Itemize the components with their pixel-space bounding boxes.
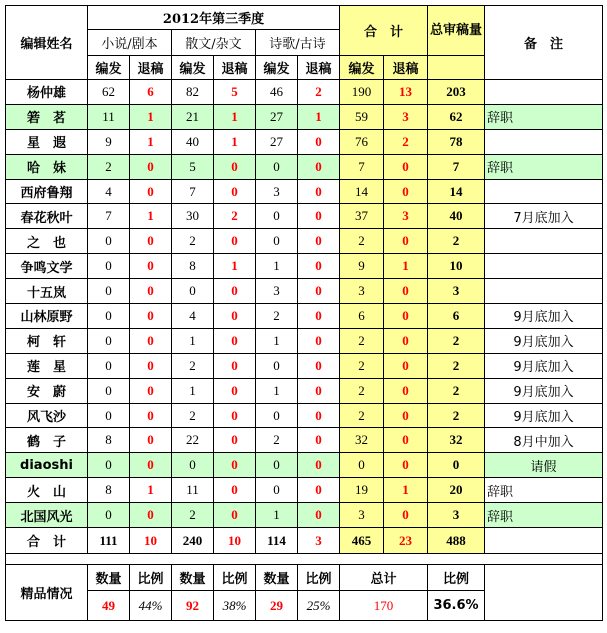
- total-cell: 10: [130, 528, 172, 554]
- sub-reject-header: 退稿: [384, 56, 428, 80]
- stat-cell: 0: [214, 304, 256, 329]
- stat-cell: 3: [256, 279, 298, 304]
- stat-cell: 0: [384, 179, 428, 204]
- stat-cell: 0: [384, 378, 428, 403]
- stat-cell: 2: [172, 503, 214, 528]
- stat-cell: 0: [256, 453, 298, 478]
- stat-cell: 1: [130, 104, 172, 129]
- stat-cell: 0: [256, 403, 298, 428]
- stat-cell: 5: [172, 154, 214, 179]
- editor-name: 之 也: [6, 229, 88, 254]
- stat-cell: 22: [172, 428, 214, 453]
- stat-cell: 0: [214, 503, 256, 528]
- table-row: [6, 328, 603, 353]
- stat-cell: 0: [172, 279, 214, 304]
- total-cell: 465: [340, 528, 384, 554]
- premium-sum-label: 总计: [340, 565, 428, 591]
- premium-ratio-total-label: 比例: [428, 565, 485, 591]
- stat-cell: 0: [298, 428, 340, 453]
- note-cell: 辞职: [485, 478, 603, 503]
- table-row: [6, 104, 603, 129]
- stat-cell: 0: [384, 403, 428, 428]
- sub-edit-header: 编发: [88, 56, 130, 80]
- stat-cell: 0: [298, 279, 340, 304]
- note-cell: [485, 179, 603, 204]
- stat-cell: 6: [340, 304, 384, 329]
- stat-cell: 0: [298, 229, 340, 254]
- stat-cell: 0: [214, 353, 256, 378]
- note-cell: [485, 229, 603, 254]
- stat-cell: 1: [130, 478, 172, 503]
- premium-count: 49: [88, 591, 130, 621]
- stat-cell: 203: [428, 80, 485, 105]
- editor-stats-table: [5, 5, 603, 621]
- stat-cell: 0: [340, 453, 384, 478]
- gap-cell: [6, 554, 603, 565]
- stat-cell: 1: [214, 129, 256, 154]
- stat-cell: 10: [428, 254, 485, 279]
- stat-cell: 0: [384, 453, 428, 478]
- stat-cell: 0: [130, 154, 172, 179]
- premium-ratio-label: 比例: [298, 565, 340, 591]
- table-row: [6, 154, 603, 179]
- stat-cell: 32: [340, 428, 384, 453]
- stat-cell: 19: [340, 478, 384, 503]
- stat-cell: 2: [172, 229, 214, 254]
- stat-cell: 2: [428, 229, 485, 254]
- stat-cell: 0: [428, 453, 485, 478]
- stat-cell: 0: [88, 503, 130, 528]
- premium-label: 精品情况: [6, 565, 88, 621]
- empty-cell: [428, 56, 485, 80]
- gap-row: [6, 554, 603, 565]
- stat-cell: 0: [298, 503, 340, 528]
- editor-name: 风飞沙: [6, 403, 88, 428]
- stat-cell: 0: [88, 378, 130, 403]
- table-row: [6, 129, 603, 154]
- note-cell: [485, 254, 603, 279]
- stat-cell: 0: [384, 328, 428, 353]
- table-row: [6, 229, 603, 254]
- stat-cell: 0: [256, 204, 298, 229]
- stat-cell: 0: [214, 279, 256, 304]
- sub-edit-header: 编发: [256, 56, 298, 80]
- stat-cell: 1: [214, 254, 256, 279]
- note-cell: 9月底加入: [485, 304, 603, 329]
- stat-cell: 13: [384, 80, 428, 105]
- stat-cell: 27: [256, 129, 298, 154]
- stat-cell: 37: [340, 204, 384, 229]
- stat-cell: 1: [172, 378, 214, 403]
- sub-reject-header: 退稿: [214, 56, 256, 80]
- stat-cell: 7: [172, 179, 214, 204]
- stat-cell: 11: [172, 478, 214, 503]
- stat-cell: 5: [214, 80, 256, 105]
- stat-cell: 3: [256, 179, 298, 204]
- total-review-header: 总审稿量: [428, 6, 485, 56]
- editor-name: 柯 轩: [6, 328, 88, 353]
- total-header: 合 计: [340, 6, 428, 56]
- premium-count: 92: [172, 591, 214, 621]
- stat-cell: 32: [428, 428, 485, 453]
- stat-cell: 76: [340, 129, 384, 154]
- table-row: [6, 254, 603, 279]
- stat-cell: 7: [88, 204, 130, 229]
- sub-reject-header: 退稿: [298, 56, 340, 80]
- stat-cell: 3: [428, 503, 485, 528]
- stat-cell: 0: [298, 328, 340, 353]
- premium-count-label: 数量: [256, 565, 298, 591]
- editor-name: 春花秋叶: [6, 204, 88, 229]
- stat-cell: 1: [384, 254, 428, 279]
- stat-cell: 0: [214, 229, 256, 254]
- stat-cell: 62: [428, 104, 485, 129]
- stat-cell: 0: [256, 478, 298, 503]
- note-cell: 9月底加入: [485, 328, 603, 353]
- stat-cell: 0: [298, 304, 340, 329]
- table-row: [6, 453, 603, 478]
- stat-cell: 0: [214, 403, 256, 428]
- editor-name: 安 蔚: [6, 378, 88, 403]
- empty-cell: [485, 565, 603, 621]
- stat-cell: 0: [298, 378, 340, 403]
- editor-name: 西府鲁翔: [6, 179, 88, 204]
- note-cell: 辞职: [485, 154, 603, 179]
- stat-cell: 1: [130, 129, 172, 154]
- premium-count: 29: [256, 591, 298, 621]
- spreadsheet: [5, 5, 602, 628]
- stat-cell: 0: [88, 304, 130, 329]
- stat-cell: 0: [130, 179, 172, 204]
- total-cell: 23: [384, 528, 428, 554]
- stat-cell: 9: [88, 129, 130, 154]
- stat-cell: 0: [298, 179, 340, 204]
- note-cell: 8月中加入: [485, 428, 603, 453]
- stat-cell: 0: [298, 453, 340, 478]
- premium-ratio-label: 比例: [214, 565, 256, 591]
- stat-cell: 0: [88, 279, 130, 304]
- stat-cell: 0: [256, 154, 298, 179]
- category-poetry: 诗歌/古诗: [256, 30, 340, 56]
- editor-name: diaoshi: [6, 453, 88, 478]
- editor-name: 杨仲雄: [6, 80, 88, 105]
- note-cell: 9月底加入: [485, 353, 603, 378]
- stat-cell: 2: [428, 353, 485, 378]
- stat-cell: 0: [384, 229, 428, 254]
- premium-ratio: 44%: [130, 591, 172, 621]
- sub-reject-header: 退稿: [130, 56, 172, 80]
- stat-cell: 2: [340, 328, 384, 353]
- stat-cell: 2: [214, 204, 256, 229]
- stat-cell: 0: [130, 453, 172, 478]
- premium-ratio: 25%: [298, 591, 340, 621]
- stat-cell: 0: [130, 403, 172, 428]
- editor-name-header: 编辑姓名: [6, 6, 88, 80]
- stat-cell: 0: [298, 353, 340, 378]
- editor-name: 莲 星: [6, 353, 88, 378]
- stat-cell: 0: [88, 453, 130, 478]
- stat-cell: 21: [172, 104, 214, 129]
- empty-cell: [485, 528, 603, 554]
- stat-cell: 0: [130, 328, 172, 353]
- stat-cell: 7: [428, 154, 485, 179]
- table-row: [6, 204, 603, 229]
- note-cell: 9月底加入: [485, 378, 603, 403]
- stat-cell: 6: [130, 80, 172, 105]
- stat-cell: 0: [214, 154, 256, 179]
- stat-cell: 2: [384, 129, 428, 154]
- stat-cell: 1: [256, 378, 298, 403]
- total-cell: 111: [88, 528, 130, 554]
- stat-cell: 40: [428, 204, 485, 229]
- premium-total: 170: [340, 591, 428, 621]
- stat-cell: 2: [340, 353, 384, 378]
- stat-cell: 0: [88, 353, 130, 378]
- stat-cell: 2: [298, 80, 340, 105]
- stat-cell: 0: [384, 503, 428, 528]
- stat-cell: 0: [256, 229, 298, 254]
- stat-cell: 6: [428, 304, 485, 329]
- table-row: [6, 304, 603, 329]
- stat-cell: 0: [298, 403, 340, 428]
- note-cell: 请假: [485, 453, 603, 478]
- totals-label: 合 计: [6, 528, 88, 554]
- stat-cell: 2: [256, 428, 298, 453]
- stat-cell: 0: [384, 353, 428, 378]
- stat-cell: 0: [298, 478, 340, 503]
- table-row: [6, 478, 603, 503]
- stat-cell: 0: [214, 428, 256, 453]
- stat-cell: 62: [88, 80, 130, 105]
- stat-cell: 0: [130, 279, 172, 304]
- editor-name: 哈 妹: [6, 154, 88, 179]
- total-cell: 10: [214, 528, 256, 554]
- note-cell: [485, 279, 603, 304]
- premium-ratio: 38%: [214, 591, 256, 621]
- table-row: [6, 179, 603, 204]
- stat-cell: 0: [384, 279, 428, 304]
- sub-edit-header: 编发: [172, 56, 214, 80]
- stat-cell: 1: [172, 328, 214, 353]
- premium-count-label: 数量: [172, 565, 214, 591]
- total-cell: 3: [298, 528, 340, 554]
- stat-cell: 2: [428, 403, 485, 428]
- stat-cell: 9: [340, 254, 384, 279]
- stat-cell: 0: [384, 154, 428, 179]
- stat-cell: 2: [256, 304, 298, 329]
- note-cell: 辞职: [485, 104, 603, 129]
- stat-cell: 2: [340, 403, 384, 428]
- stat-cell: 2: [428, 328, 485, 353]
- stat-cell: 1: [256, 503, 298, 528]
- stat-cell: 0: [88, 328, 130, 353]
- premium-ratio-label: 比例: [130, 565, 172, 591]
- premium-label-row: [6, 565, 603, 591]
- stat-cell: 8: [172, 254, 214, 279]
- total-cell: 240: [172, 528, 214, 554]
- stat-cell: 2: [340, 229, 384, 254]
- stat-cell: 82: [172, 80, 214, 105]
- stat-cell: 0: [256, 353, 298, 378]
- stat-cell: 7: [340, 154, 384, 179]
- total-cell: 488: [428, 528, 485, 554]
- editor-name: 北国风光: [6, 503, 88, 528]
- premium-total-ratio: 36.6%: [428, 591, 485, 621]
- stat-cell: 1: [214, 104, 256, 129]
- stat-cell: 0: [130, 353, 172, 378]
- stat-cell: 8: [88, 428, 130, 453]
- editor-name: 火 山: [6, 478, 88, 503]
- stat-cell: 1: [256, 328, 298, 353]
- note-cell: 7月底加入: [485, 204, 603, 229]
- stat-cell: 3: [340, 279, 384, 304]
- stat-cell: 2: [172, 353, 214, 378]
- stat-cell: 3: [384, 204, 428, 229]
- stat-cell: 0: [214, 328, 256, 353]
- stat-cell: 46: [256, 80, 298, 105]
- category-fiction: 小说/剧本: [88, 30, 172, 56]
- editor-name: 争鸣文学: [6, 254, 88, 279]
- stat-cell: 3: [340, 503, 384, 528]
- stat-cell: 14: [340, 179, 384, 204]
- stat-cell: 30: [172, 204, 214, 229]
- stat-cell: 0: [384, 304, 428, 329]
- stat-cell: 2: [340, 378, 384, 403]
- stat-cell: 3: [428, 279, 485, 304]
- stat-cell: 27: [256, 104, 298, 129]
- stat-cell: 14: [428, 179, 485, 204]
- stat-cell: 59: [340, 104, 384, 129]
- table-row: [6, 378, 603, 403]
- stat-cell: 8: [88, 478, 130, 503]
- stat-cell: 78: [428, 129, 485, 154]
- stat-cell: 1: [384, 478, 428, 503]
- notes-header: 备 注: [485, 6, 603, 80]
- category-essay: 散文/杂文: [172, 30, 256, 56]
- stat-cell: 190: [340, 80, 384, 105]
- table-row: [6, 353, 603, 378]
- stat-cell: 3: [384, 104, 428, 129]
- stat-cell: 0: [214, 179, 256, 204]
- table-row: [6, 428, 603, 453]
- stat-cell: 0: [298, 154, 340, 179]
- stat-cell: 0: [130, 304, 172, 329]
- stat-cell: 4: [172, 304, 214, 329]
- stat-cell: 1: [130, 204, 172, 229]
- stat-cell: 0: [214, 378, 256, 403]
- stat-cell: 0: [384, 428, 428, 453]
- stat-cell: 2: [172, 403, 214, 428]
- editor-name: 箬 茗: [6, 104, 88, 129]
- editor-name: 十五岚: [6, 279, 88, 304]
- stat-cell: 0: [130, 428, 172, 453]
- stat-cell: 0: [88, 254, 130, 279]
- table-row: [6, 503, 603, 528]
- note-cell: 辞职: [485, 503, 603, 528]
- premium-count-label: 数量: [88, 565, 130, 591]
- stat-cell: 0: [298, 204, 340, 229]
- stat-cell: 0: [88, 403, 130, 428]
- stat-cell: 2: [428, 378, 485, 403]
- stat-cell: 11: [88, 104, 130, 129]
- table-row: [6, 403, 603, 428]
- note-cell: 9月底加入: [485, 403, 603, 428]
- stat-cell: 0: [130, 229, 172, 254]
- stat-cell: 0: [130, 503, 172, 528]
- stat-cell: 0: [130, 378, 172, 403]
- note-cell: [485, 80, 603, 105]
- stat-cell: 0: [214, 478, 256, 503]
- stat-cell: 0: [88, 229, 130, 254]
- stat-cell: 20: [428, 478, 485, 503]
- table-row: [6, 80, 603, 105]
- totals-row: [6, 528, 603, 554]
- stat-cell: 40: [172, 129, 214, 154]
- stat-cell: 1: [256, 254, 298, 279]
- stat-cell: 0: [130, 254, 172, 279]
- stat-cell: 0: [298, 129, 340, 154]
- editor-name: 鹤 子: [6, 428, 88, 453]
- stat-cell: 0: [214, 453, 256, 478]
- note-cell: [485, 129, 603, 154]
- total-cell: 114: [256, 528, 298, 554]
- stat-cell: 4: [88, 179, 130, 204]
- stat-cell: 2: [88, 154, 130, 179]
- table-row: [6, 279, 603, 304]
- sub-edit-header: 编发: [340, 56, 384, 80]
- editor-name: 星 遐: [6, 129, 88, 154]
- quarter-header: 2012年第三季度: [88, 6, 340, 30]
- stat-cell: 0: [298, 254, 340, 279]
- stat-cell: 0: [172, 453, 214, 478]
- editor-name: 山林原野: [6, 304, 88, 329]
- stat-cell: 1: [298, 104, 340, 129]
